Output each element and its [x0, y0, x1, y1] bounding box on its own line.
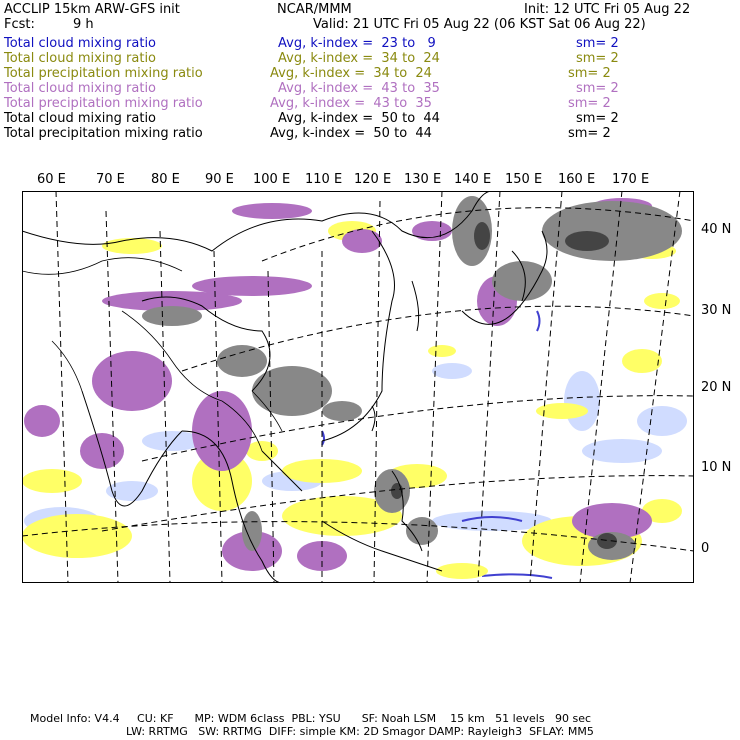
- field-smooth: sm= 2: [576, 51, 619, 66]
- lon-label: 140 E: [454, 172, 492, 187]
- lat-label: 10 N: [701, 460, 732, 475]
- field-smooth: sm= 2: [568, 126, 611, 141]
- fcst-label: Fcst:: [4, 17, 35, 32]
- valid-time: Valid: 21 UTC Fri 05 Aug 22 (06 KST Sat 06 Aug 22): [313, 17, 646, 32]
- lon-label: 130 E: [404, 172, 442, 187]
- lon-label: 90 E: [205, 172, 234, 187]
- field-smooth: sm= 2: [576, 36, 619, 51]
- field-name: Total precipitation mixing ratio: [4, 126, 203, 141]
- lon-label: 100 E: [253, 172, 291, 187]
- lon-label: 110 E: [305, 172, 343, 187]
- init-time: Init: 12 UTC Fri 05 Aug 22: [524, 2, 691, 17]
- lon-label: 60 E: [37, 172, 66, 187]
- field-name: Total cloud mixing ratio: [4, 51, 157, 66]
- model-info-line1: Model Info: V4.4 CU: KF MP: WDM 6class PBL: YSU SF: Noah LSM 15 km 51 levels 90 sec: [30, 712, 592, 725]
- field-avg: Avg, k-index = 23 to 9: [278, 36, 436, 51]
- lon-label: 150 E: [505, 172, 543, 187]
- field-smooth: sm= 2: [568, 96, 611, 111]
- field-smooth: sm= 2: [568, 66, 611, 81]
- field-avg: Avg, k-index = 43 to 35: [270, 96, 432, 111]
- field-smooth: sm= 2: [576, 111, 619, 126]
- field-avg: Avg, k-index = 34 to 24: [270, 66, 432, 81]
- model-info-line2: LW: RRTMG SW: RRTMG DIFF: simple KM: 2D Smagor DAMP: Rayleigh3 SFLAY: MM5: [126, 725, 594, 738]
- field-smooth: sm= 2: [576, 81, 619, 96]
- field-name: Total cloud mixing ratio: [4, 81, 157, 96]
- field-name: Total cloud mixing ratio: [4, 36, 157, 51]
- lon-label: 80 E: [151, 172, 180, 187]
- lon-label: 70 E: [96, 172, 125, 187]
- field-avg: Avg, k-index = 43 to 35: [278, 81, 440, 96]
- lat-label: 40 N: [701, 222, 732, 237]
- lat-label: 20 N: [701, 380, 732, 395]
- institution-label: NCAR/MMM: [277, 2, 352, 17]
- cloud-map: [22, 191, 694, 583]
- field-name: Total precipitation mixing ratio: [4, 66, 203, 81]
- lat-label: 0: [701, 541, 710, 556]
- fcst-value: 9 h: [73, 17, 94, 32]
- lat-label: 30 N: [701, 303, 732, 318]
- field-avg: Avg, k-index = 34 to 24: [278, 51, 440, 66]
- lon-label: 160 E: [558, 172, 596, 187]
- lon-label: 170 E: [612, 172, 650, 187]
- model-title: ACCLIP 15km ARW-GFS init: [4, 2, 180, 17]
- field-name: Total precipitation mixing ratio: [4, 96, 203, 111]
- field-avg: Avg, k-index = 50 to 44: [278, 111, 440, 126]
- field-name: Total cloud mixing ratio: [4, 111, 157, 126]
- lon-label: 120 E: [354, 172, 392, 187]
- field-avg: Avg, k-index = 50 to 44: [270, 126, 432, 141]
